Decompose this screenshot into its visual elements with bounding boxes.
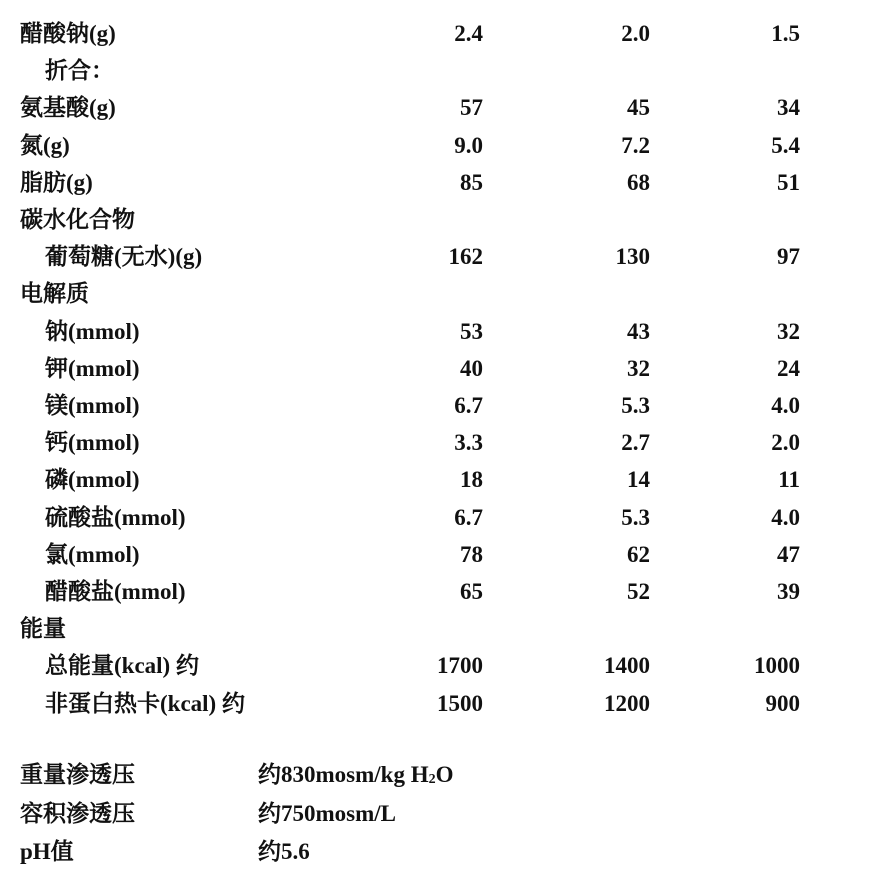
row-value-col2: 14 — [627, 467, 650, 493]
table-row — [0, 127, 876, 164]
row-value-col1: 85 — [460, 169, 483, 195]
table-row — [0, 238, 876, 275]
row-label: 电解质 — [20, 281, 89, 307]
row-value-col3: 97 — [777, 244, 800, 270]
row-label: 醋酸盐(mmol) — [45, 579, 186, 604]
property-label: 容积渗透压 — [20, 800, 135, 826]
row-value-col1: 65 — [460, 579, 483, 604]
property-value — [258, 795, 396, 833]
table-row — [0, 424, 876, 461]
row-label: 钾(mmol) — [45, 355, 140, 381]
row-value-col3: 900 — [765, 690, 800, 716]
row-label: 葡萄糖(无水)(g) — [45, 244, 203, 270]
property-row — [0, 795, 876, 833]
row-value-col2: 1200 — [604, 690, 650, 716]
row-value-col1: 78 — [460, 541, 483, 567]
row-value-col2: 2.7 — [621, 430, 650, 456]
table-row — [0, 313, 876, 350]
row-label: 醋酸钠(g) — [20, 21, 116, 46]
row-value-col3: 51 — [777, 169, 800, 195]
row-label: 非蛋白热卡(kcal) 约 — [45, 690, 245, 716]
property-value — [258, 756, 453, 798]
row-value-col3: 32 — [777, 318, 800, 344]
table-row — [0, 350, 876, 387]
row-value-col1: 162 — [448, 244, 483, 270]
row-label: 总能量(kcal) 约 — [45, 653, 199, 679]
row-value-col2: 43 — [627, 318, 650, 344]
row-value-col2: 1400 — [604, 653, 650, 679]
property-value-suffix: O — [435, 762, 454, 787]
row-value-col1: 18 — [460, 467, 483, 493]
row-label: 磷(mmol) — [45, 467, 140, 493]
row-value-col2: 45 — [627, 95, 650, 121]
table-row — [0, 685, 876, 722]
row-value-col2: 7.2 — [621, 132, 650, 158]
row-value-col3: 1.5 — [771, 21, 800, 46]
property-label: pH值 — [20, 839, 74, 864]
row-value-col1: 3.3 — [454, 430, 483, 456]
row-label: 折合： — [45, 58, 114, 84]
row-value-col3: 24 — [777, 355, 800, 381]
row-value-col1: 57 — [460, 95, 483, 121]
property-value-text: 约830mosm/kg H — [258, 762, 429, 787]
row-value-col2: 5.3 — [621, 504, 650, 530]
row-label: 氮(g) — [20, 132, 70, 158]
property-value-text: 约5.6 — [258, 839, 310, 864]
row-value-col3: 39 — [777, 579, 800, 604]
table-row — [0, 536, 876, 573]
property-row — [0, 833, 876, 871]
row-value-col1: 9.0 — [454, 132, 483, 158]
row-value-col3: 4.0 — [771, 504, 800, 530]
row-label: 硫酸盐(mmol) — [45, 504, 186, 530]
row-value-col1: 1500 — [437, 690, 483, 716]
row-value-col3: 5.4 — [771, 132, 800, 158]
row-label: 钙(mmol) — [45, 430, 140, 456]
row-value-col3: 34 — [777, 95, 800, 121]
row-value-col1: 2.4 — [454, 21, 483, 46]
row-label: 能量 — [20, 616, 66, 642]
row-value-col3: 11 — [778, 467, 800, 493]
row-value-col1: 53 — [460, 318, 483, 344]
row-value-col3: 2.0 — [771, 430, 800, 456]
table-row — [0, 15, 876, 52]
property-value — [258, 833, 310, 871]
row-value-col3: 47 — [777, 541, 800, 567]
property-value-text: 约750mosm/L — [258, 800, 396, 826]
table-row — [0, 461, 876, 498]
table-row — [0, 201, 876, 238]
row-value-col1: 6.7 — [454, 393, 483, 418]
row-value-col3: 4.0 — [771, 393, 800, 418]
row-label: 钠(mmol) — [45, 318, 140, 344]
row-label: 氯(mmol) — [45, 541, 140, 567]
table-row — [0, 89, 876, 126]
row-label: 氨基酸(g) — [20, 95, 116, 121]
table-row — [0, 164, 876, 201]
row-label: 镁(mmol) — [45, 393, 140, 418]
row-value-col2: 52 — [627, 579, 650, 604]
row-value-col3: 1000 — [754, 653, 800, 679]
subscript: 2 — [428, 772, 436, 787]
row-value-col1: 40 — [460, 355, 483, 381]
row-label: 脂肪(g) — [20, 169, 93, 195]
row-label: 碳水化合物 — [20, 207, 135, 232]
row-value-col2: 32 — [627, 355, 650, 381]
row-value-col1: 6.7 — [454, 504, 483, 530]
property-label: 重量渗透压 — [20, 762, 135, 787]
table-row — [0, 52, 876, 89]
row-value-col2: 130 — [615, 244, 650, 270]
property-row — [0, 756, 876, 794]
table-row — [0, 387, 876, 424]
table-row — [0, 573, 876, 610]
row-value-col2: 68 — [627, 169, 650, 195]
table-row — [0, 610, 876, 647]
row-value-col1: 1700 — [437, 653, 483, 679]
row-value-col2: 2.0 — [621, 21, 650, 46]
row-value-col2: 5.3 — [621, 393, 650, 418]
table-row — [0, 275, 876, 312]
table-row — [0, 647, 876, 684]
table-row — [0, 499, 876, 536]
row-value-col2: 62 — [627, 541, 650, 567]
